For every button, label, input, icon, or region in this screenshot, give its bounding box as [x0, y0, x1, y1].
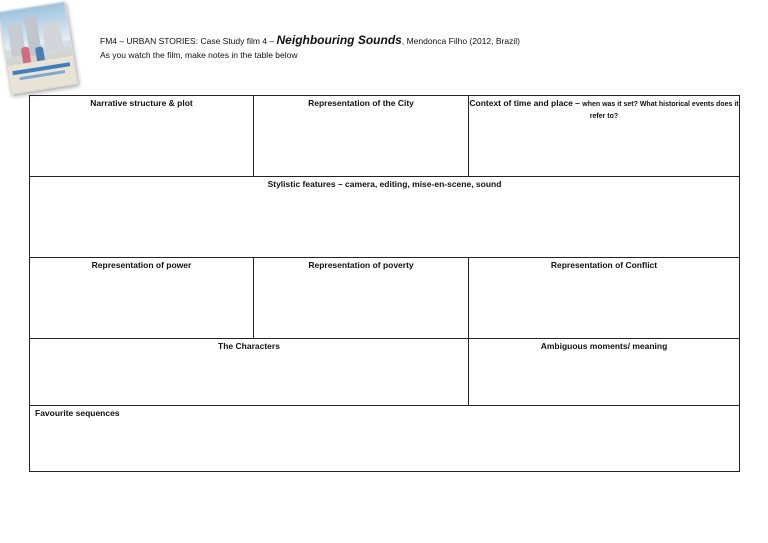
cell-narrative[interactable] — [30, 96, 254, 177]
label-stylistic: Stylistic features – camera, editing, mise-en-scene, sound — [267, 179, 502, 189]
cell-ambiguous[interactable] — [469, 339, 739, 406]
cell-poverty[interactable] — [254, 258, 469, 339]
cell-power[interactable] — [30, 258, 254, 339]
header-prefix: FM4 – URBAN STORIES: Case Study film 4 – — [100, 36, 277, 46]
film-title: Neighbouring Sounds — [276, 33, 402, 47]
label-narrative: Narrative structure & plot — [90, 98, 193, 108]
label-city: Representation of the City — [308, 98, 414, 108]
label-poverty: Representation of poverty — [308, 260, 414, 270]
worksheet-header — [100, 33, 520, 62]
label-ambiguous: Ambiguous moments/ meaning — [540, 341, 668, 351]
header-title-line — [100, 33, 520, 48]
label-favourite: Favourite sequences — [35, 408, 120, 418]
label-context-main: Context of time and place – — [469, 98, 583, 108]
header-suffix: , Mendonca Filho (2012, Brazil) — [401, 36, 520, 46]
cell-city[interactable] — [254, 96, 469, 177]
film-poster-image — [0, 1, 78, 95]
label-conflict: Representation of Conflict — [550, 260, 658, 270]
notes-table — [29, 95, 740, 472]
label-context — [469, 96, 739, 122]
cell-stylistic[interactable] — [30, 177, 739, 258]
cell-favourite[interactable] — [30, 406, 739, 471]
header-instruction: As you watch the film, make notes in the table below — [100, 50, 298, 60]
label-characters: The Characters — [218, 341, 280, 351]
cell-conflict[interactable] — [469, 258, 739, 339]
cell-characters[interactable] — [30, 339, 469, 406]
label-context-sub: when was it set? What historical events does it refer to? — [582, 101, 739, 120]
label-power: Representation of power — [91, 260, 192, 270]
cell-context[interactable] — [469, 96, 739, 177]
